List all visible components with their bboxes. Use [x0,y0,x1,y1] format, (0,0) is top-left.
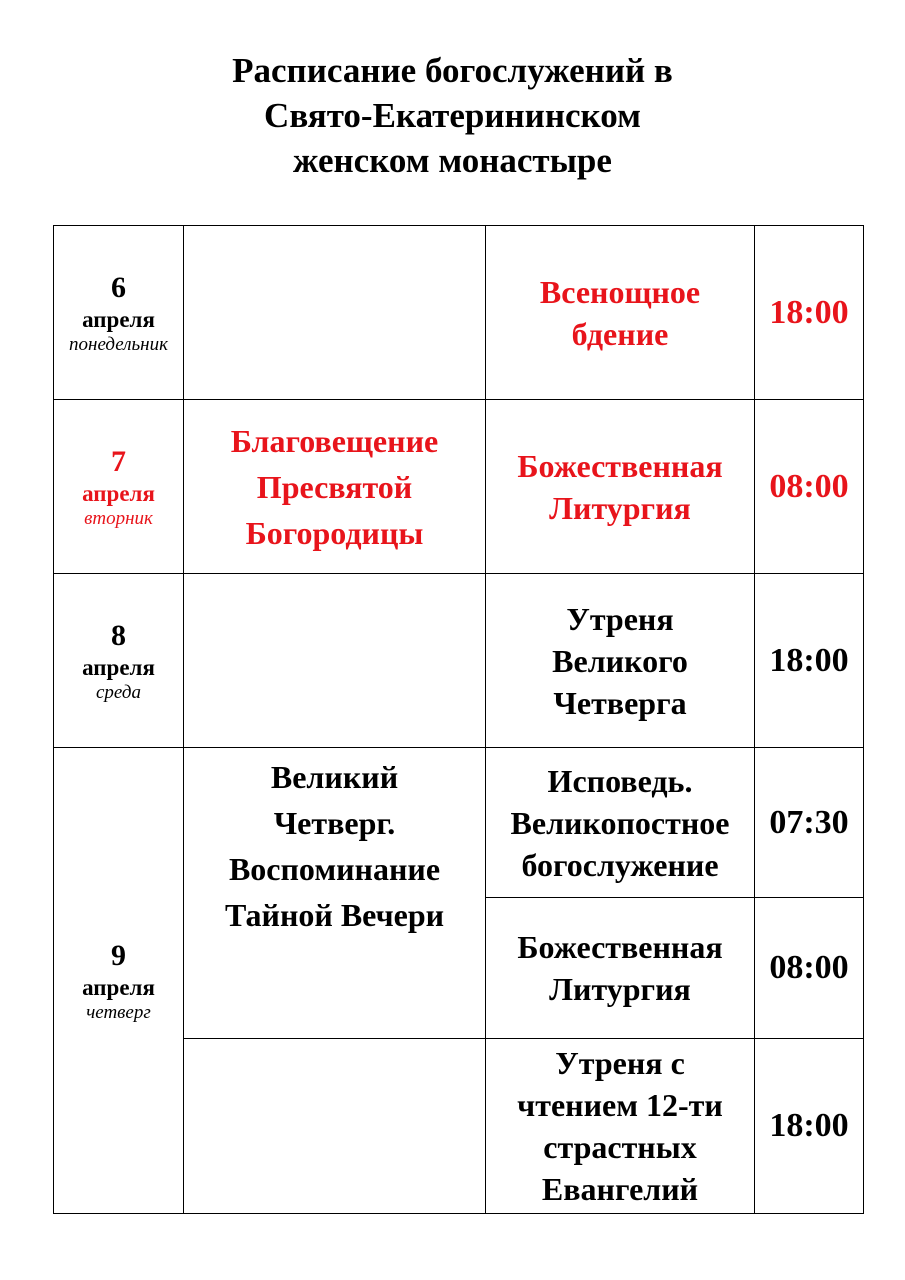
date-cell [54,226,184,400]
service-line: Божественная [517,929,723,965]
table-row [54,226,864,400]
feast-line: Пресвятой [256,468,413,505]
service-line: Всенощное [539,273,701,310]
service-line: бдение [571,315,669,352]
time-cell: 18:00 [755,574,864,748]
time-cell: 08:00 [755,400,864,574]
date-cell [54,748,184,1214]
service-line: чтением 12-ти [517,1087,723,1123]
service-cell [486,898,755,1039]
day-number: 9 [111,938,126,972]
title-line: женском монастыре [293,141,612,180]
date-cell [54,400,184,574]
service-line: Утреня [566,600,674,637]
title-line: Свято-Екатерининском [264,96,641,135]
day-weekday: вторник [84,507,153,529]
day-number: 8 [111,618,126,652]
day-weekday: понедельник [69,333,168,355]
service-line: Великого [552,642,688,679]
service-cell [486,748,755,898]
page-title [0,48,905,183]
table-row [54,574,864,748]
service-line: Евангелий [541,1171,699,1207]
feast-line: Воспоминание [228,851,441,887]
day-month: апреля [82,974,155,1000]
table-row [54,400,864,574]
feast-line: Четверг. [273,805,396,841]
feast-cell [184,226,486,400]
feast-cell [184,748,486,1039]
time-cell: 18:00 [755,1039,864,1214]
service-line: Великопостное [510,804,730,841]
service-line: богослужение [521,846,719,883]
time-cell: 08:00 [755,898,864,1039]
day-number: 7 [111,444,126,478]
service-line: Четверга [553,684,687,721]
service-cell [486,1039,755,1214]
day-month: апреля [82,654,155,680]
time-cell: 18:00 [755,226,864,400]
feast-cell [184,400,486,574]
feast-line: Тайной Вечери [224,897,445,933]
service-cell [486,574,755,748]
table-row [54,748,864,898]
service-cell [486,226,755,400]
title-line: Расписание богослужений в [232,51,673,90]
service-line: Литургия [549,489,691,526]
day-weekday: четверг [86,1001,151,1023]
feast-cell [184,1039,486,1214]
schedule-table [53,225,864,1214]
day-month: апреля [82,480,155,506]
feast-line: Благовещение [230,422,439,459]
date-cell [54,574,184,748]
service-line: Исповедь. [547,762,693,799]
day-number: 6 [111,270,126,304]
service-line: Божественная [517,447,723,484]
service-line: страстных [543,1129,697,1165]
day-month: апреля [82,306,155,332]
day-weekday: среда [95,681,141,703]
time-cell: 07:30 [755,748,864,898]
feast-line: Богородицы [245,514,424,551]
service-line: Литургия [549,971,691,1007]
service-cell [486,400,755,574]
service-line: Утреня с [555,1045,685,1081]
feast-line: Великий [270,759,399,795]
feast-cell [184,574,486,748]
